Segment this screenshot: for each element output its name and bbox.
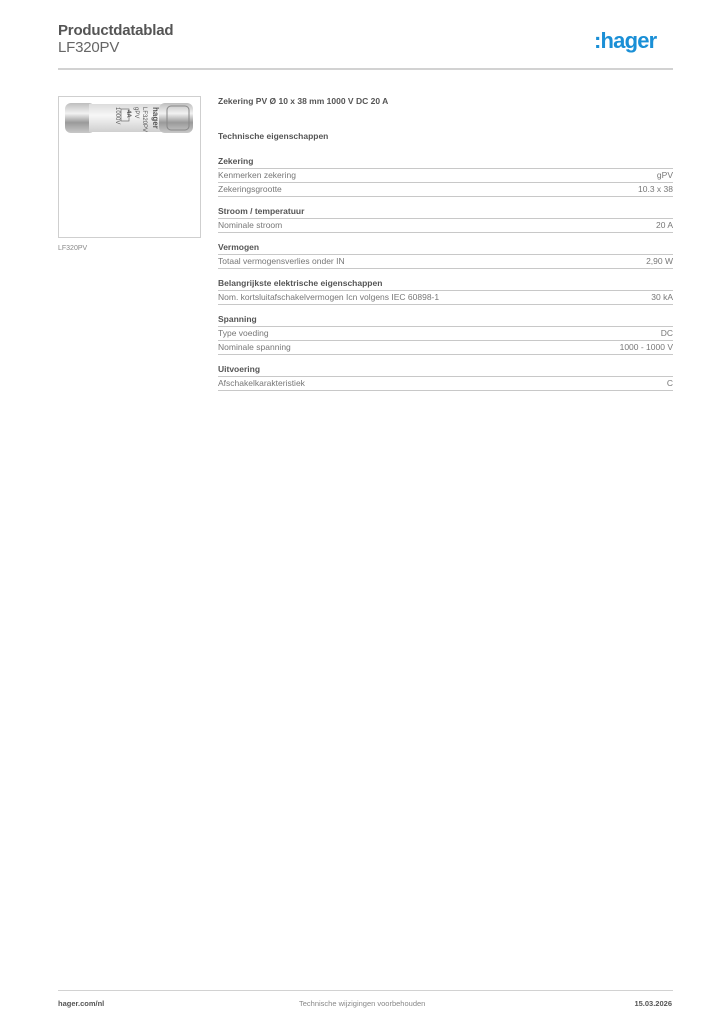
product-code: LF320PV (58, 39, 120, 56)
spec-row (218, 327, 673, 341)
footer-website: hager.com/nl (58, 999, 105, 1008)
spec-label: Afschakelkarakteristiek (218, 378, 305, 388)
footer-disclaimer: Technische wijzigingen voorbehouden (299, 999, 426, 1008)
spec-group-vermogen (218, 242, 673, 269)
spec-value: 2,90 W (646, 256, 673, 266)
group-title: Uitvoering (218, 364, 673, 377)
spec-value: C (666, 378, 673, 388)
spec-group-elektrisch (218, 278, 673, 305)
spec-label: Totaal vermogensverlies onder IN (218, 256, 345, 266)
spec-value: 30 kA (651, 292, 673, 302)
spec-label: Type voeding (218, 328, 269, 338)
svg-text:hager: hager (151, 107, 160, 129)
spec-label: Nominale spanning (218, 342, 291, 352)
product-title: Zekering PV Ø 10 x 38 mm 1000 V DC 20 A (218, 96, 389, 106)
spec-label: Nom. kortsluitafschakelvermogen Icn volgens IEC 60898-1 (218, 292, 440, 302)
spec-value: 1000 - 1000 V (619, 342, 673, 352)
spec-row (218, 169, 673, 183)
fuse-icon (59, 97, 200, 237)
group-title: Zekering (218, 156, 673, 169)
svg-text:1000V: 1000V (114, 107, 120, 125)
group-title: Vermogen (218, 242, 673, 255)
product-image (58, 96, 201, 238)
spec-row (218, 377, 673, 391)
spec-group-zekering (218, 156, 673, 197)
spec-value: DC (660, 328, 673, 338)
spec-label: Zekeringsgrootte (218, 184, 282, 194)
spec-row (218, 291, 673, 305)
spec-row (218, 255, 673, 269)
spec-value: 10.3 x 38 (638, 184, 673, 194)
spec-row (218, 219, 673, 233)
spec-value: gPV (656, 170, 673, 180)
group-title: Spanning (218, 314, 673, 327)
spec-row (218, 183, 673, 197)
footer-date: 15.03.2026 (634, 999, 672, 1008)
spec-groups (218, 156, 673, 400)
header-divider (58, 68, 673, 70)
group-title: Belangrijkste elektrische eigenschappen (218, 278, 673, 291)
spec-group-stroom (218, 206, 673, 233)
spec-group-spanning (218, 314, 673, 355)
spec-group-uitvoering (218, 364, 673, 391)
svg-text:LF320PV: LF320PV (141, 107, 147, 133)
spec-row (218, 341, 673, 355)
spec-value: 20 A (655, 220, 673, 230)
spec-label: Kenmerken zekering (218, 170, 296, 180)
image-caption: LF320PV (58, 245, 88, 252)
hager-logo: :hager (594, 28, 657, 53)
group-title: Stroom / temperatuur (218, 206, 673, 219)
footer-divider (58, 990, 673, 991)
svg-text:4A: 4A (125, 110, 131, 118)
document-title: Productdatablad (58, 22, 174, 39)
spec-label: Nominale stroom (218, 220, 283, 230)
section-title: Technische eigenschappen (218, 131, 329, 141)
svg-text:gPV: gPV (133, 107, 139, 119)
